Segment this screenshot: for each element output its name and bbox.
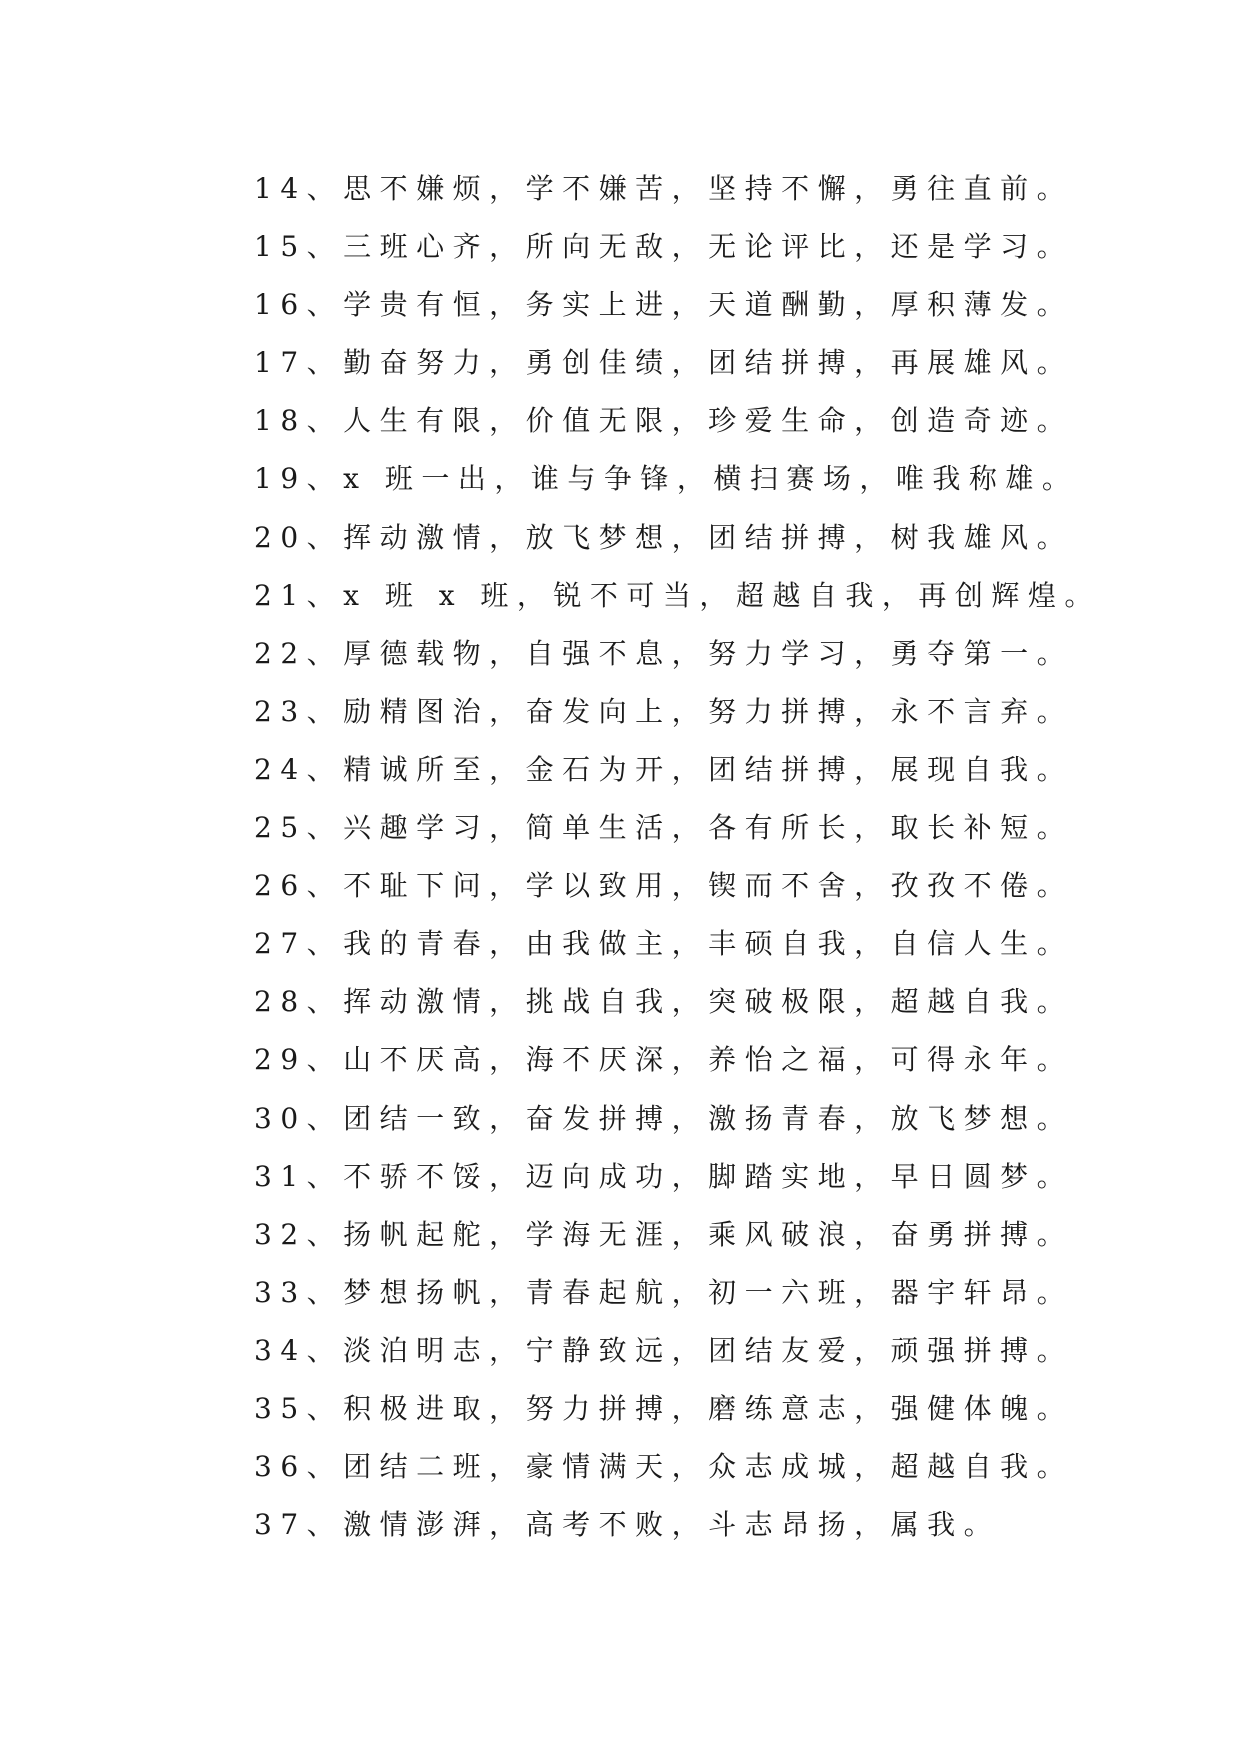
slogan-line: 35、积极进取，努力拼搏，磨练意志，强健体魄。	[254, 1391, 1074, 1425]
slogan-line: 15、三班心齐，所向无敌，无论评比，还是学习。	[254, 230, 1074, 264]
slogan-line: 21、x 班 x 班，锐不可当，超越自我，再创辉煌。	[254, 578, 1101, 612]
slogan-line: 29、山不厌高，海不厌深，养怡之福，可得永年。	[254, 1043, 1074, 1077]
slogan-line: 28、挥动激情，挑战自我，突破极限，超越自我。	[254, 985, 1074, 1019]
slogan-line: 30、团结一致，奋发拼搏，激扬青春，放飞梦想。	[254, 1101, 1074, 1135]
slogan-line: 31、不骄不馁，迈向成功，脚踏实地，早日圆梦。	[254, 1159, 1074, 1193]
slogan-line: 23、励精图治，奋发向上，努力拼搏，永不言弃。	[254, 694, 1074, 728]
slogan-line: 16、学贵有恒，务实上进，天道酬勤，厚积薄发。	[254, 288, 1074, 322]
slogan-line: 20、挥动激情，放飞梦想，团结拼搏，树我雄风。	[254, 520, 1074, 554]
slogan-line: 18、人生有限，价值无限，珍爱生命，创造奇迹。	[254, 404, 1074, 438]
slogan-line: 22、厚德载物，自强不息，努力学习，勇夺第一。	[254, 636, 1074, 670]
slogan-line: 26、不耻下问，学以致用，锲而不舍，孜孜不倦。	[254, 869, 1074, 903]
slogan-line: 14、思不嫌烦，学不嫌苦，坚持不懈，勇往直前。	[254, 172, 1074, 205]
slogan-line: 17、勤奋努力，勇创佳绩，团结拼搏，再展雄风。	[254, 346, 1074, 380]
slogan-line: 36、团结二班，豪情满天，众志成城，超越自我。	[254, 1450, 1074, 1484]
slogan-line: 19、x 班一出，谁与争锋，横扫赛场，唯我称雄。	[254, 462, 1079, 496]
slogan-line: 27、我的青春，由我做主，丰硕自我，自信人生。	[254, 927, 1074, 961]
slogan-line: 34、淡泊明志，宁静致远，团结友爱，顽强拼搏。	[254, 1333, 1074, 1367]
slogan-list	[254, 160, 1154, 1554]
slogan-line: 37、激情澎湃，高考不败，斗志昂扬，属我。	[254, 1508, 1001, 1542]
slogan-line: 33、梦想扬帆，青春起航，初一六班，器宇轩昂。	[254, 1275, 1074, 1309]
slogan-line: 25、兴趣学习，简单生活，各有所长，取长补短。	[254, 811, 1074, 845]
slogan-line: 24、精诚所至，金石为开，团结拼搏，展现自我。	[254, 752, 1074, 786]
slogan-line: 32、扬帆起舵，学海无涯，乘风破浪，奋勇拼搏。	[254, 1217, 1074, 1251]
